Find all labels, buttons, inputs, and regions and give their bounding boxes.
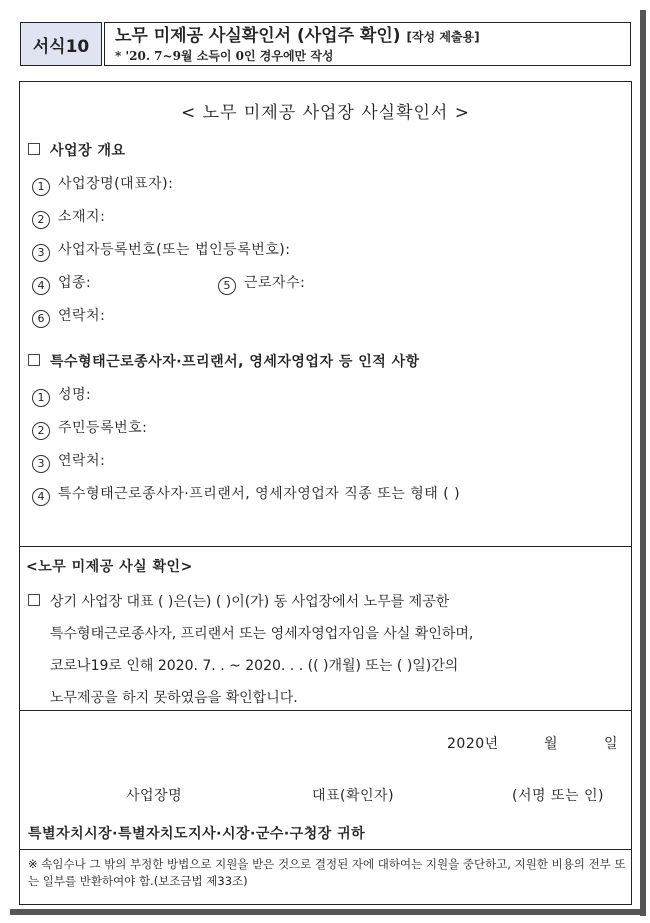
section-heading: 특수형태근로종사자·프리랜서, 영세자영업자 등 인적 사항 <box>50 354 420 370</box>
recipient-line: 특별자치시장·특별자치도지사·시장·군수·구청장 귀하 <box>28 826 366 842</box>
field-label: 성명: <box>58 387 92 403</box>
field-label: 사업자등록번호(또는 법인등록번호): <box>58 242 291 258</box>
confirm-line-3: 코로나19로 인해 2020. 7. . ~ 2020. . . (( )개월) 또는 ( )일)간의 <box>50 658 459 674</box>
field-business-name[interactable] <box>32 173 173 196</box>
confirm-line-1 <box>28 586 628 618</box>
signature-seal[interactable]: (서명 또는 인) <box>512 788 604 804</box>
circled-number-icon: 1 <box>32 178 50 196</box>
field-industry[interactable] <box>32 272 91 295</box>
document-title-sub: [작성 제출용] <box>406 30 480 44</box>
circled-number-icon: 6 <box>32 310 50 328</box>
checkbox-icon <box>28 354 40 366</box>
confirm-text: 상기 사업장 대표 ( )은(는) ( )이(가) 동 사업장에서 노무를 제공한 <box>50 594 450 610</box>
circled-number-icon: 5 <box>218 277 236 295</box>
divider <box>19 546 632 547</box>
document-note: * '20. 7~9월 소득이 0인 경우에만 작성 <box>115 49 334 63</box>
form-number-tag: 서식10 <box>20 22 102 66</box>
section-heading: 사업장 개요 <box>50 143 126 159</box>
document-title-main: 노무 미제공 사실확인서 (사업주 확인) <box>115 26 401 46</box>
field-name[interactable] <box>32 384 91 407</box>
confirm-statement <box>28 586 628 714</box>
field-label: 업종: <box>58 275 92 291</box>
page-shadow-right <box>640 10 646 916</box>
circled-number-icon: 4 <box>32 277 50 295</box>
field-personal-contact[interactable] <box>32 450 105 473</box>
document-header <box>104 22 631 66</box>
field-registration-number[interactable] <box>32 239 290 262</box>
date-month[interactable]: 월 <box>544 736 559 752</box>
date-year[interactable]: 2020년 <box>447 736 499 752</box>
field-label: 연락처: <box>58 453 106 469</box>
field-employee-count[interactable] <box>218 272 305 295</box>
signature-business-name[interactable]: 사업장명 <box>126 788 183 804</box>
field-business-contact[interactable] <box>32 305 105 328</box>
confirm-line-4: 노무제공을 하지 못하였음을 확인합니다. <box>50 690 298 706</box>
circled-number-icon: 4 <box>32 488 50 506</box>
page-shadow-bottom <box>10 909 646 915</box>
divider <box>19 849 632 850</box>
field-label: 소재지: <box>58 209 106 225</box>
checkbox-icon <box>28 143 40 155</box>
field-label: 특수형태근로종사자·프리랜서, 영세자영업자 직종 또는 형태 ( ) <box>58 486 461 502</box>
field-label: 주민등록번호: <box>58 420 148 436</box>
circled-number-icon: 2 <box>32 422 50 440</box>
form-title: < 노무 미제공 사업장 사실확인서 > <box>181 103 470 123</box>
field-label: 사업장명(대표자): <box>58 176 174 192</box>
divider <box>19 710 632 711</box>
circled-number-icon: 2 <box>32 211 50 229</box>
field-address[interactable] <box>32 206 105 229</box>
field-resident-number[interactable] <box>32 417 147 440</box>
circled-number-icon: 3 <box>32 455 50 473</box>
field-label: 근로자수: <box>244 275 306 291</box>
section-business-overview <box>28 140 126 160</box>
footnote: ※ 속임수나 그 밖의 부정한 방법으로 지원을 받은 것으로 결정된 자에 대하여는 지원을 중단하고, 지원한 비용의 전부 또는 일부를 반환하여야 함.(보조금법 제33조) <box>28 857 626 888</box>
field-label: 연락처: <box>58 308 106 324</box>
section-personal-info <box>28 351 420 371</box>
field-job-type[interactable] <box>32 483 460 506</box>
signature-representative[interactable]: 대표(확인자) <box>312 788 395 804</box>
circled-number-icon: 1 <box>32 389 50 407</box>
confirm-line-2: 특수형태근로종사자, 프리랜서 또는 영세자영업자임을 사실 확인하며, <box>50 626 474 642</box>
document-title <box>115 25 620 48</box>
confirm-heading: <노무 미제공 사실 확인> <box>26 559 193 575</box>
checkbox-icon <box>28 594 40 606</box>
circled-number-icon: 3 <box>32 244 50 262</box>
date-day[interactable]: 일 <box>604 736 619 752</box>
